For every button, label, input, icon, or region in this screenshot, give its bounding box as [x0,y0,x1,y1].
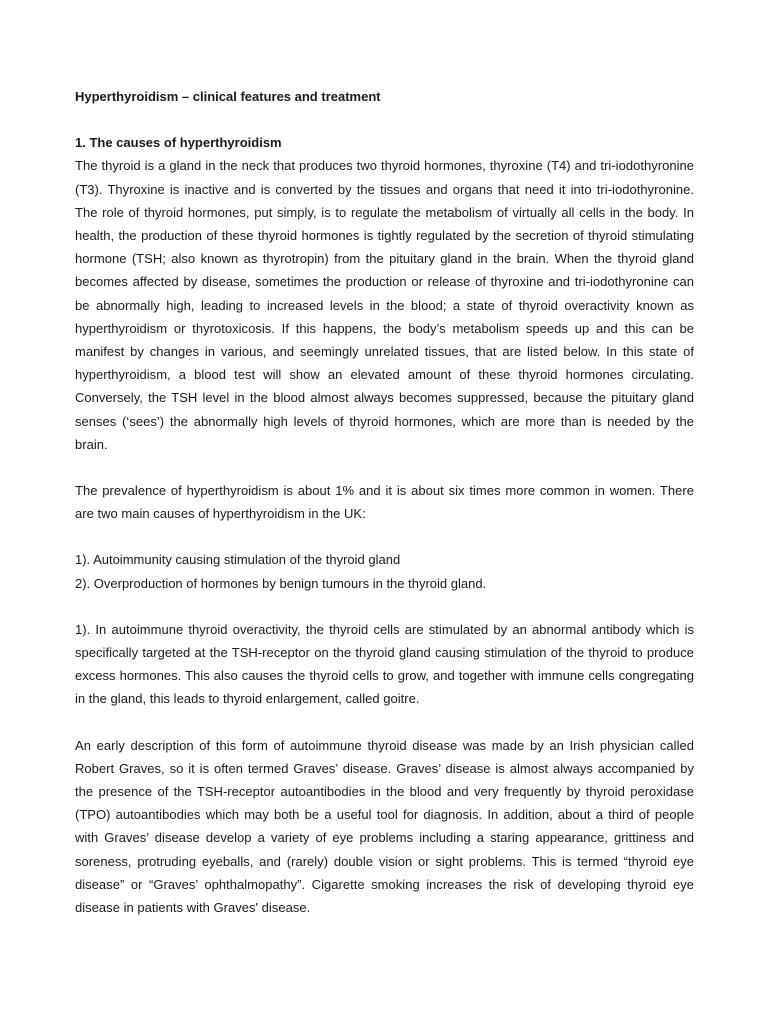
document-title: Hyperthyroidism – clinical features and treatment [75,89,381,104]
section-heading-causes: 1. The causes of hyperthyroidism [75,135,282,151]
paragraph-autoimmune: 1). In autoimmune thyroid overactivity, the thyroid cells are stimulated by an abnormal antibody which is specifically targeted at the TSH-receptor on the thyroid gland causing stimulation of the thyroid to produce excess hormones. This also causes the thyroid cells to grow, and together with immune cells congregating in the gland, this leads to thyroid enlargement, called goitre. [75,621,694,707]
paragraph-prevalence: The prevalence of hyperthyroidism is about 1% and it is about six times more common in women. There are two main causes of hyperthyroidism in the UK: [75,483,694,522]
causes-list [75,548,694,594]
paragraph-graves-disease: An early description of this form of autoimmune thyroid disease was made by an Irish physician called Robert Graves, so it is often termed Graves’ disease. Graves’ disease is almost always accompanied by the presence of the TSH-receptor autoantibodies in the blood and very frequently by thyroid peroxidase (TPO) autoantibodies which may both be a useful tool for diagnosis. In addition, about a third of people with Graves’ disease develop a variety of eye problems including a staring appearance, grittiness and soreness, protruding eyeballs, and (rarely) double vision or sight problems. This is termed “thyroid eye disease” or “Graves’ ophthalmopathy”. Cigarette smoking increases the risk of developing thyroid eye disease in patients with Graves' disease. [75,737,694,916]
paragraph-thyroid-overview: The thyroid is a gland in the neck that produces two thyroid hormones, thyroxine (T4) and tri-iodothyronine (T3). Thyroxine is inactive and is converted by the tissues and organs that need it into tri-iodothyronine. The role of thyroid hormones, put simply, is to regulate the metabolism of virtually all cells in the body. In health, the production of these thyroid hormones is tightly regulated by the secretion of thyroid stimulating hormone (TSH; also known as thyrotropin) from the pituitary gland in the brain. When the thyroid gland becomes affected by disease, sometimes the production or release of thyroxine and tri-iodothyronine can be abnormally high, leading to increased levels in the blood; a state of thyroid overactivity known as hyperthyroidism or thyrotoxicosis. If this happens, the body’s metabolism speeds up and this can be manifest by changes in various, and seemingly unrelated tissues, that are listed below. In this state of hyperthyroidism, a blood test will show an elevated amount of these thyroid hormones circulating. Conversely, the TSH level in the blood almost always becomes suppressed, because the pituitary gland senses (‘sees’) the abnormally high levels of thyroid hormones, which are more than is needed by the brain. [75,158,694,452]
document-page [75,85,694,919]
list-item: 1). Autoimmunity causing stimulation of the thyroid gland [75,552,401,568]
list-item: 2). Overproduction of hormones by benign tumours in the thyroid gland. [75,575,487,591]
